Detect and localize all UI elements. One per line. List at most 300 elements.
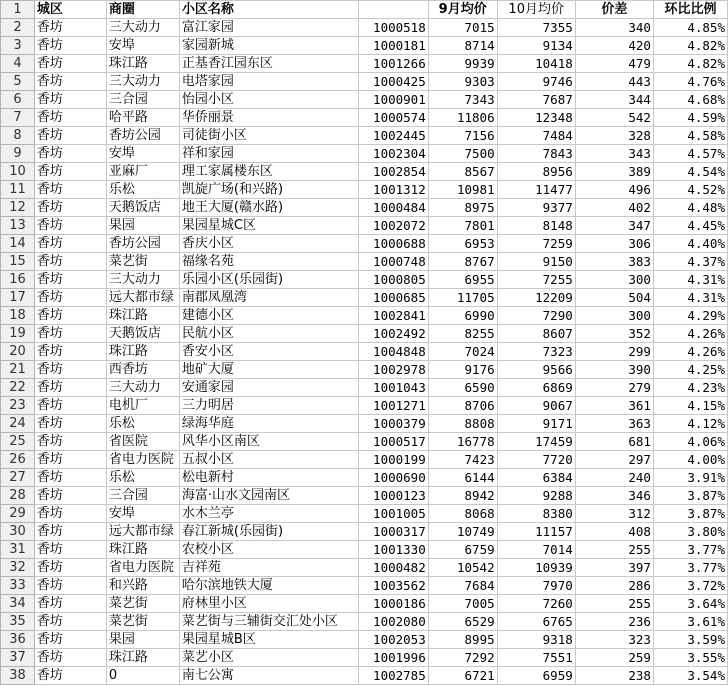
city-cell[interactable]: 香坊 (34, 469, 106, 487)
area-cell[interactable]: 三大动力 (106, 271, 179, 289)
area-cell[interactable]: 菜艺街 (106, 613, 179, 631)
community-cell[interactable]: 果园星城C区 (179, 217, 358, 235)
area-cell[interactable]: 珠江路 (106, 55, 179, 73)
area-cell[interactable]: 乐松 (106, 181, 179, 199)
sep-price-cell[interactable]: 8808 (428, 415, 497, 433)
sep-price-cell[interactable]: 6721 (428, 667, 497, 685)
oct-price-cell[interactable]: 8607 (497, 325, 575, 343)
ratio-cell[interactable]: 4.45% (653, 217, 727, 235)
id-cell[interactable]: 1001043 (358, 379, 428, 397)
community-cell[interactable]: 水木兰亭 (179, 505, 358, 523)
community-cell[interactable]: 南七公寓 (179, 667, 358, 685)
community-cell[interactable]: 哈尔滨地铁大厦 (179, 577, 358, 595)
id-cell[interactable]: 1002053 (358, 631, 428, 649)
diff-cell[interactable]: 397 (575, 559, 653, 577)
ratio-cell[interactable]: 3.87% (653, 505, 727, 523)
community-cell[interactable]: 绿海华庭 (179, 415, 358, 433)
row-number[interactable]: 30 (1, 523, 35, 541)
community-cell[interactable]: 香安小区 (179, 343, 358, 361)
oct-price-cell[interactable]: 7014 (497, 541, 575, 559)
area-cell[interactable]: 三合园 (106, 487, 179, 505)
oct-price-cell[interactable]: 8956 (497, 163, 575, 181)
city-cell[interactable]: 香坊 (34, 127, 106, 145)
row-number[interactable]: 20 (1, 343, 35, 361)
ratio-cell[interactable]: 3.87% (653, 487, 727, 505)
id-cell[interactable]: 1002978 (358, 361, 428, 379)
ratio-cell[interactable]: 3.55% (653, 649, 727, 667)
area-cell[interactable]: 天鹅饭店 (106, 199, 179, 217)
sep-price-cell[interactable]: 6759 (428, 541, 497, 559)
row-number-header[interactable]: 1 (1, 1, 35, 19)
diff-cell[interactable]: 286 (575, 577, 653, 595)
sep-price-cell[interactable]: 8714 (428, 37, 497, 55)
oct-price-cell[interactable]: 7551 (497, 649, 575, 667)
row-number[interactable]: 27 (1, 469, 35, 487)
id-cell[interactable]: 1000379 (358, 415, 428, 433)
sep-price-cell[interactable]: 10542 (428, 559, 497, 577)
diff-cell[interactable]: 238 (575, 667, 653, 685)
city-cell[interactable]: 香坊 (34, 559, 106, 577)
city-cell[interactable]: 香坊 (34, 181, 106, 199)
sep-price-cell[interactable]: 8767 (428, 253, 497, 271)
sep-price-cell[interactable]: 9176 (428, 361, 497, 379)
oct-price-cell[interactable]: 9288 (497, 487, 575, 505)
ratio-cell[interactable]: 4.52% (653, 181, 727, 199)
area-cell[interactable]: 西香坊 (106, 361, 179, 379)
area-cell[interactable]: 省电力医院 (106, 451, 179, 469)
oct-price-cell[interactable]: 7323 (497, 343, 575, 361)
community-cell[interactable]: 祥和家园 (179, 145, 358, 163)
id-cell[interactable]: 1001330 (358, 541, 428, 559)
sep-price-cell[interactable]: 7423 (428, 451, 497, 469)
ratio-cell[interactable]: 3.72% (653, 577, 727, 595)
ratio-cell[interactable]: 3.59% (653, 631, 727, 649)
sep-price-cell[interactable]: 6144 (428, 469, 497, 487)
ratio-cell[interactable]: 4.54% (653, 163, 727, 181)
area-cell[interactable]: 果园 (106, 631, 179, 649)
row-number[interactable]: 22 (1, 379, 35, 397)
oct-price-cell[interactable]: 7255 (497, 271, 575, 289)
id-cell[interactable]: 1002304 (358, 145, 428, 163)
diff-cell[interactable]: 496 (575, 181, 653, 199)
area-cell[interactable]: 香坊公园 (106, 127, 179, 145)
row-number[interactable]: 7 (1, 109, 35, 127)
ratio-cell[interactable]: 4.58% (653, 127, 727, 145)
sep-price-cell[interactable]: 7156 (428, 127, 497, 145)
sep-price-cell[interactable]: 7024 (428, 343, 497, 361)
ratio-cell[interactable]: 4.25% (653, 361, 727, 379)
community-cell[interactable]: 三力明居 (179, 397, 358, 415)
community-cell[interactable]: 海富·山水文园南区 (179, 487, 358, 505)
area-cell[interactable]: 亚麻厂 (106, 163, 179, 181)
id-cell[interactable]: 1002785 (358, 667, 428, 685)
diff-cell[interactable]: 361 (575, 397, 653, 415)
area-cell[interactable]: 远大都市绿 (106, 523, 179, 541)
sep-price-column-header[interactable]: 9月均价 (428, 1, 497, 19)
diff-cell[interactable]: 408 (575, 523, 653, 541)
diff-column-header[interactable]: 价差 (575, 1, 653, 19)
diff-cell[interactable]: 279 (575, 379, 653, 397)
ratio-cell[interactable]: 4.59% (653, 109, 727, 127)
diff-cell[interactable]: 346 (575, 487, 653, 505)
ratio-cell[interactable]: 4.40% (653, 235, 727, 253)
diff-cell[interactable]: 259 (575, 649, 653, 667)
oct-price-cell[interactable]: 7687 (497, 91, 575, 109)
diff-cell[interactable]: 504 (575, 289, 653, 307)
sep-price-cell[interactable]: 8255 (428, 325, 497, 343)
oct-price-cell[interactable]: 7484 (497, 127, 575, 145)
community-cell[interactable]: 风华小区南区 (179, 433, 358, 451)
community-cell[interactable]: 富江家园 (179, 19, 358, 37)
sep-price-cell[interactable]: 6990 (428, 307, 497, 325)
area-cell[interactable]: 远大都市绿 (106, 289, 179, 307)
sep-price-cell[interactable]: 7343 (428, 91, 497, 109)
oct-price-cell[interactable]: 10418 (497, 55, 575, 73)
area-cell[interactable]: 珠江路 (106, 343, 179, 361)
ratio-cell[interactable]: 4.31% (653, 271, 727, 289)
diff-cell[interactable]: 389 (575, 163, 653, 181)
oct-price-cell[interactable]: 8380 (497, 505, 575, 523)
row-number[interactable]: 36 (1, 631, 35, 649)
id-cell[interactable]: 1000690 (358, 469, 428, 487)
oct-price-cell[interactable]: 9566 (497, 361, 575, 379)
row-number[interactable]: 38 (1, 667, 35, 685)
area-cell[interactable]: 0 (106, 667, 179, 685)
community-cell[interactable]: 建德小区 (179, 307, 358, 325)
oct-price-cell[interactable]: 6765 (497, 613, 575, 631)
id-cell[interactable]: 1000123 (358, 487, 428, 505)
sep-price-cell[interactable]: 11806 (428, 109, 497, 127)
ratio-cell[interactable]: 4.31% (653, 289, 727, 307)
diff-cell[interactable]: 299 (575, 343, 653, 361)
row-number[interactable]: 28 (1, 487, 35, 505)
ratio-cell[interactable]: 4.82% (653, 55, 727, 73)
row-number[interactable]: 13 (1, 217, 35, 235)
row-number[interactable]: 33 (1, 577, 35, 595)
row-number[interactable]: 18 (1, 307, 35, 325)
ratio-cell[interactable]: 4.15% (653, 397, 727, 415)
oct-price-cell[interactable]: 6869 (497, 379, 575, 397)
id-cell[interactable]: 1000181 (358, 37, 428, 55)
community-cell[interactable]: 府林里小区 (179, 595, 358, 613)
city-cell[interactable]: 香坊 (34, 55, 106, 73)
city-cell[interactable]: 香坊 (34, 379, 106, 397)
id-cell[interactable]: 1001266 (358, 55, 428, 73)
oct-price-cell[interactable]: 7290 (497, 307, 575, 325)
id-cell[interactable]: 1000688 (358, 235, 428, 253)
oct-price-cell[interactable]: 9067 (497, 397, 575, 415)
oct-price-cell[interactable]: 7260 (497, 595, 575, 613)
row-number[interactable]: 9 (1, 145, 35, 163)
row-number[interactable]: 37 (1, 649, 35, 667)
area-cell[interactable]: 和兴路 (106, 577, 179, 595)
city-cell[interactable]: 香坊 (34, 541, 106, 559)
city-cell[interactable]: 香坊 (34, 37, 106, 55)
sep-price-cell[interactable]: 16778 (428, 433, 497, 451)
id-cell[interactable]: 1001996 (358, 649, 428, 667)
city-cell[interactable]: 香坊 (34, 649, 106, 667)
ratio-cell[interactable]: 4.85% (653, 19, 727, 37)
sep-price-cell[interactable]: 8995 (428, 631, 497, 649)
diff-cell[interactable]: 323 (575, 631, 653, 649)
diff-cell[interactable]: 420 (575, 37, 653, 55)
id-cell[interactable]: 1000186 (358, 595, 428, 613)
id-cell[interactable]: 1000805 (358, 271, 428, 289)
ratio-cell[interactable]: 3.61% (653, 613, 727, 631)
id-cell[interactable]: 1000574 (358, 109, 428, 127)
diff-cell[interactable]: 363 (575, 415, 653, 433)
community-cell[interactable]: 理工家属楼东区 (179, 163, 358, 181)
row-number[interactable]: 6 (1, 91, 35, 109)
row-number[interactable]: 15 (1, 253, 35, 271)
diff-cell[interactable]: 306 (575, 235, 653, 253)
community-cell[interactable]: 安通家园 (179, 379, 358, 397)
area-cell[interactable]: 果园 (106, 217, 179, 235)
area-cell[interactable]: 三合园 (106, 91, 179, 109)
diff-cell[interactable]: 328 (575, 127, 653, 145)
area-cell[interactable]: 省电力医院 (106, 559, 179, 577)
ratio-cell[interactable]: 4.82% (653, 37, 727, 55)
city-cell[interactable]: 香坊 (34, 523, 106, 541)
diff-cell[interactable]: 236 (575, 613, 653, 631)
row-number[interactable]: 31 (1, 541, 35, 559)
ratio-cell[interactable]: 3.64% (653, 595, 727, 613)
oct-price-cell[interactable]: 17459 (497, 433, 575, 451)
row-number[interactable]: 2 (1, 19, 35, 37)
community-cell[interactable]: 家园新城 (179, 37, 358, 55)
city-cell[interactable]: 香坊 (34, 505, 106, 523)
community-cell[interactable]: 吉祥苑 (179, 559, 358, 577)
community-cell[interactable]: 松电新村 (179, 469, 358, 487)
ratio-cell[interactable]: 4.57% (653, 145, 727, 163)
diff-cell[interactable]: 300 (575, 307, 653, 325)
city-cell[interactable]: 香坊 (34, 73, 106, 91)
area-cell[interactable]: 哈平路 (106, 109, 179, 127)
city-cell[interactable]: 香坊 (34, 577, 106, 595)
ratio-cell[interactable]: 4.06% (653, 433, 727, 451)
community-cell[interactable]: 电塔家园 (179, 73, 358, 91)
diff-cell[interactable]: 402 (575, 199, 653, 217)
area-cell[interactable]: 三大动力 (106, 73, 179, 91)
sep-price-cell[interactable]: 7015 (428, 19, 497, 37)
ratio-cell[interactable]: 3.77% (653, 559, 727, 577)
sep-price-cell[interactable]: 7005 (428, 595, 497, 613)
row-number[interactable]: 26 (1, 451, 35, 469)
sep-price-cell[interactable]: 7292 (428, 649, 497, 667)
row-number[interactable]: 24 (1, 415, 35, 433)
area-cell[interactable]: 香坊公园 (106, 235, 179, 253)
id-cell[interactable]: 1001271 (358, 397, 428, 415)
ratio-cell[interactable]: 4.37% (653, 253, 727, 271)
sep-price-cell[interactable]: 6953 (428, 235, 497, 253)
city-cell[interactable]: 香坊 (34, 361, 106, 379)
area-cell[interactable]: 菜艺街 (106, 595, 179, 613)
oct-price-cell[interactable]: 10939 (497, 559, 575, 577)
sep-price-cell[interactable]: 9303 (428, 73, 497, 91)
area-cell[interactable]: 安埠 (106, 145, 179, 163)
id-cell[interactable]: 1000484 (358, 199, 428, 217)
diff-cell[interactable]: 542 (575, 109, 653, 127)
row-number[interactable]: 19 (1, 325, 35, 343)
community-cell[interactable]: 菜艺小区 (179, 649, 358, 667)
sep-price-cell[interactable]: 7801 (428, 217, 497, 235)
id-cell[interactable]: 1000517 (358, 433, 428, 451)
oct-price-cell[interactable]: 9171 (497, 415, 575, 433)
area-cell[interactable]: 乐松 (106, 415, 179, 433)
ratio-cell[interactable]: 4.23% (653, 379, 727, 397)
community-cell[interactable]: 华侨丽景 (179, 109, 358, 127)
city-cell[interactable]: 香坊 (34, 253, 106, 271)
community-cell[interactable]: 地矿大厦 (179, 361, 358, 379)
city-cell[interactable]: 香坊 (34, 451, 106, 469)
sep-price-cell[interactable]: 8567 (428, 163, 497, 181)
oct-price-cell[interactable]: 9150 (497, 253, 575, 271)
diff-cell[interactable]: 443 (575, 73, 653, 91)
diff-cell[interactable]: 300 (575, 271, 653, 289)
ratio-cell[interactable]: 4.12% (653, 415, 727, 433)
area-cell[interactable]: 乐松 (106, 469, 179, 487)
city-cell[interactable]: 香坊 (34, 271, 106, 289)
oct-price-cell[interactable]: 9377 (497, 199, 575, 217)
id-column-header[interactable] (358, 1, 428, 19)
city-cell[interactable]: 香坊 (34, 397, 106, 415)
oct-price-cell[interactable]: 12209 (497, 289, 575, 307)
area-cell[interactable]: 电机厂 (106, 397, 179, 415)
city-cell[interactable]: 香坊 (34, 307, 106, 325)
diff-cell[interactable]: 347 (575, 217, 653, 235)
row-number[interactable]: 5 (1, 73, 35, 91)
ratio-column-header[interactable]: 环比比例 (653, 1, 727, 19)
city-cell[interactable]: 香坊 (34, 613, 106, 631)
community-column-header[interactable]: 小区名称 (179, 1, 358, 19)
community-cell[interactable]: 香庆小区 (179, 235, 358, 253)
oct-price-cell[interactable]: 7355 (497, 19, 575, 37)
city-cell[interactable]: 香坊 (34, 289, 106, 307)
oct-price-cell[interactable]: 9746 (497, 73, 575, 91)
community-cell[interactable]: 地王大厦(赣水路) (179, 199, 358, 217)
city-cell[interactable]: 香坊 (34, 163, 106, 181)
sep-price-cell[interactable]: 8068 (428, 505, 497, 523)
area-cell[interactable]: 天鹅饭店 (106, 325, 179, 343)
row-number[interactable]: 11 (1, 181, 35, 199)
row-number[interactable]: 35 (1, 613, 35, 631)
id-cell[interactable]: 1000518 (358, 19, 428, 37)
city-column-header[interactable]: 城区 (34, 1, 106, 19)
city-cell[interactable]: 香坊 (34, 415, 106, 433)
city-cell[interactable]: 香坊 (34, 433, 106, 451)
ratio-cell[interactable]: 3.77% (653, 541, 727, 559)
community-cell[interactable]: 怡园小区 (179, 91, 358, 109)
oct-price-cell[interactable]: 9134 (497, 37, 575, 55)
community-cell[interactable]: 春江新城(乐园街) (179, 523, 358, 541)
sep-price-cell[interactable]: 8706 (428, 397, 497, 415)
oct-price-cell[interactable]: 7259 (497, 235, 575, 253)
diff-cell[interactable]: 255 (575, 541, 653, 559)
row-number[interactable]: 25 (1, 433, 35, 451)
id-cell[interactable]: 1000748 (358, 253, 428, 271)
ratio-cell[interactable]: 4.00% (653, 451, 727, 469)
community-cell[interactable]: 果园星城B区 (179, 631, 358, 649)
community-cell[interactable]: 菜艺街与三辅街交汇处小区 (179, 613, 358, 631)
diff-cell[interactable]: 390 (575, 361, 653, 379)
sep-price-cell[interactable]: 11705 (428, 289, 497, 307)
oct-price-cell[interactable]: 7843 (497, 145, 575, 163)
oct-price-cell[interactable]: 7970 (497, 577, 575, 595)
row-number[interactable]: 3 (1, 37, 35, 55)
oct-price-cell[interactable]: 7720 (497, 451, 575, 469)
city-cell[interactable]: 香坊 (34, 91, 106, 109)
community-cell[interactable]: 民航小区 (179, 325, 358, 343)
area-column-header[interactable]: 商圈 (106, 1, 179, 19)
ratio-cell[interactable]: 4.48% (653, 199, 727, 217)
row-number[interactable]: 8 (1, 127, 35, 145)
id-cell[interactable]: 1000199 (358, 451, 428, 469)
sep-price-cell[interactable]: 7684 (428, 577, 497, 595)
oct-price-cell[interactable]: 9318 (497, 631, 575, 649)
diff-cell[interactable]: 681 (575, 433, 653, 451)
ratio-cell[interactable]: 3.54% (653, 667, 727, 685)
row-number[interactable]: 34 (1, 595, 35, 613)
id-cell[interactable]: 1002080 (358, 613, 428, 631)
id-cell[interactable]: 1000901 (358, 91, 428, 109)
area-cell[interactable]: 珠江路 (106, 541, 179, 559)
row-number[interactable]: 12 (1, 199, 35, 217)
diff-cell[interactable]: 240 (575, 469, 653, 487)
diff-cell[interactable]: 344 (575, 91, 653, 109)
row-number[interactable]: 10 (1, 163, 35, 181)
row-number[interactable]: 32 (1, 559, 35, 577)
diff-cell[interactable]: 352 (575, 325, 653, 343)
id-cell[interactable]: 1002492 (358, 325, 428, 343)
ratio-cell[interactable]: 4.68% (653, 91, 727, 109)
community-cell[interactable]: 凯旋广场(和兴路) (179, 181, 358, 199)
community-cell[interactable]: 司徒街小区 (179, 127, 358, 145)
diff-cell[interactable]: 479 (575, 55, 653, 73)
city-cell[interactable]: 香坊 (34, 325, 106, 343)
row-number[interactable]: 4 (1, 55, 35, 73)
sep-price-cell[interactable]: 10749 (428, 523, 497, 541)
row-number[interactable]: 14 (1, 235, 35, 253)
ratio-cell[interactable]: 4.26% (653, 343, 727, 361)
city-cell[interactable]: 香坊 (34, 19, 106, 37)
community-cell[interactable]: 南郡凤凰湾 (179, 289, 358, 307)
oct-price-cell[interactable]: 6959 (497, 667, 575, 685)
community-cell[interactable]: 乐园小区(乐园街) (179, 271, 358, 289)
community-cell[interactable]: 五叔小区 (179, 451, 358, 469)
diff-cell[interactable]: 297 (575, 451, 653, 469)
area-cell[interactable]: 省医院 (106, 433, 179, 451)
city-cell[interactable]: 香坊 (34, 631, 106, 649)
id-cell[interactable]: 1001312 (358, 181, 428, 199)
city-cell[interactable]: 香坊 (34, 343, 106, 361)
sep-price-cell[interactable]: 8975 (428, 199, 497, 217)
area-cell[interactable]: 三大动力 (106, 19, 179, 37)
oct-price-cell[interactable]: 12348 (497, 109, 575, 127)
sep-price-cell[interactable]: 10981 (428, 181, 497, 199)
id-cell[interactable]: 1003562 (358, 577, 428, 595)
row-number[interactable]: 23 (1, 397, 35, 415)
city-cell[interactable]: 香坊 (34, 217, 106, 235)
row-number[interactable]: 21 (1, 361, 35, 379)
id-cell[interactable]: 1000482 (358, 559, 428, 577)
oct-price-cell[interactable]: 11157 (497, 523, 575, 541)
community-cell[interactable]: 福缘名苑 (179, 253, 358, 271)
diff-cell[interactable]: 340 (575, 19, 653, 37)
area-cell[interactable]: 菜艺街 (106, 253, 179, 271)
ratio-cell[interactable]: 3.80% (653, 523, 727, 541)
ratio-cell[interactable]: 4.26% (653, 325, 727, 343)
diff-cell[interactable]: 312 (575, 505, 653, 523)
